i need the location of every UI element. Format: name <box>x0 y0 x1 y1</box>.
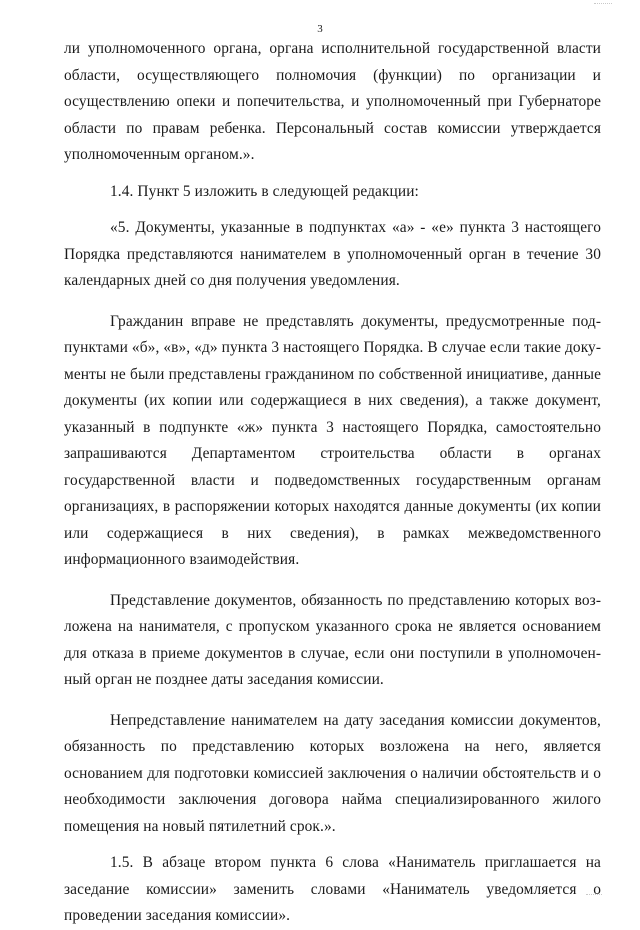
scan-corner-mark <box>586 892 602 895</box>
paragraph-2: 1.4. Пункт 5 изложить в следующей редакции: <box>110 182 419 200</box>
paragraph-1: ли уполномоченного органа, органа исполнительной государственной власти области, осуществляющего полномочия (функции) по организации и осуществлению опеки и попечительства, и уполномоченный при Губернаторе области по правам ребенка. Персональный состав комиссии утверждается уполномоченным органом.». <box>64 40 601 163</box>
document-body <box>64 36 601 930</box>
paragraph-4: Гражданин вправе не представлять документы, предусмотренные подпунктами «б», «в», «д» пункта 3 настоящего Порядка. В случае если такие документы не были представлены гражданином по собственной инициативе, данные документы (их копии или содержащиеся в них сведения), а также документ, указанный в подпункте «ж» пункта 3 настоящего Порядка, самостоятельно запрашиваются Департаментом строительства области в органах государственной власти и подведомственных государственным органам организациях, в распоряжении которых находятся данные документы (их копии или содержащиеся в них сведения), в рамках межведомственного информационного взаимодействия. <box>64 312 601 568</box>
paragraph-7: 1.5. В абзаце втором пункта 6 слова «Наниматель приглашается на заседание комиссии» заменить словами «Наниматель уведомляется о проведении заседания комиссии». <box>64 854 601 924</box>
paragraph-6: Непредставление нанимателем на дату заседания комиссии документов, обязанность по представлению которых возложена на него, является основанием для подготовки комиссией заключения о наличии обстоятельств и о необходимости заключения договора найма специализированного жилого помещения на новый пятилетний срок.». <box>64 711 601 835</box>
scan-corner-mark <box>594 0 612 4</box>
paragraph-3: «5. Документы, указанные в подпунктах «а» - «е» пункта 3 настоящего Порядка представляются нанимателем в уполномоченный орган в течение 30 календарных дней со дня получения уведомления. <box>64 219 601 289</box>
paragraph-5: Представление документов, обязанность по представлению которых возложена на нанимателя, с пропуском указанного срока не является основанием для отказа в приеме документов в случае, если они поступили в уполномоченный орган не позднее даты заседания комиссии. <box>64 591 601 688</box>
page-number: 3 <box>317 23 323 35</box>
